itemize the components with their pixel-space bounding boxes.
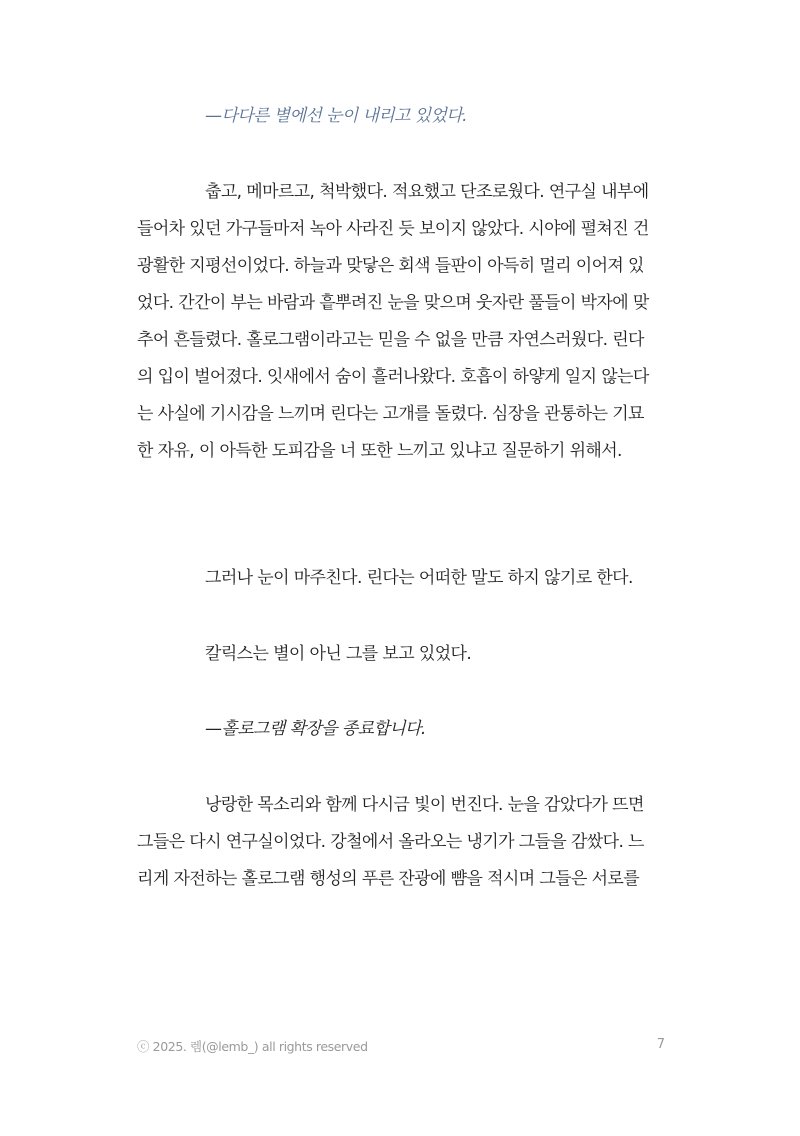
copyright-notice: ⓒ 2025. 렘(@lemb_) all rights reserved [137,1039,368,1054]
paragraph-line-calix: 칼릭스는 별이 아닌 그를 보고 있었다. [205,644,472,664]
paragraph-line: 추어 흔들렸다. 홀로그램이라고는 믿을 수 없을 만큼 자연스러웠다. 린다 [137,330,644,350]
paragraph-line-eyes-meet: 그러나 눈이 마주친다. 린다는 어떠한 말도 하지 않기로 한다. [205,568,633,588]
paragraph-line: 그들은 다시 연구실이었다. 강철에서 올라오는 냉기가 그들을 감쌌다. 느 [137,832,644,852]
paragraph-line: 광활한 지평선이었다. 하늘과 맞닿은 회색 들판이 아득히 멀리 이어져 있 [137,256,644,276]
paragraph-line: 의 입이 벌어졌다. 잇새에서 숨이 흘러나왔다. 호흡이 하얗게 일지 않는다 [137,367,649,387]
paragraph-1 [137,174,665,470]
quote-line-hologram-end: —홀로그램 확장을 종료합니다. [205,719,426,739]
paragraph-2 [137,787,665,898]
page-number: 7 [656,1037,665,1052]
paragraph-line: 었다. 간간이 부는 바람과 흩뿌려진 눈을 맞으며 웃자란 풀들이 박자에 맞 [137,293,649,313]
paragraph-line: 는 사실에 기시감을 느끼며 린다는 고개를 돌렸다. 심장을 관통하는 기묘 [137,404,644,424]
paragraph-line: 낭랑한 목소리와 함께 다시금 빛이 번진다. 눈을 감았다가 뜨면 [205,795,644,815]
paragraph-line: 들어차 있던 가구들마저 녹아 사라진 듯 보이지 않았다. 시야에 펼쳐진 건 [137,219,649,239]
paragraph-line: 한 자유, 이 아득한 도피감을 너 또한 느끼고 있냐고 질문하기 위해서. [137,441,622,461]
paragraph-line: 리게 자전하는 홀로그램 행성의 푸른 잔광에 뺨을 적시며 그들은 서로를 [137,869,640,889]
quote-line-snow: —다다른 별에선 눈이 내리고 있었다. [205,106,467,126]
paragraph-line: 춥고, 메마르고, 척박했다. 적요했고 단조로웠다. 연구실 내부에 [205,182,649,202]
